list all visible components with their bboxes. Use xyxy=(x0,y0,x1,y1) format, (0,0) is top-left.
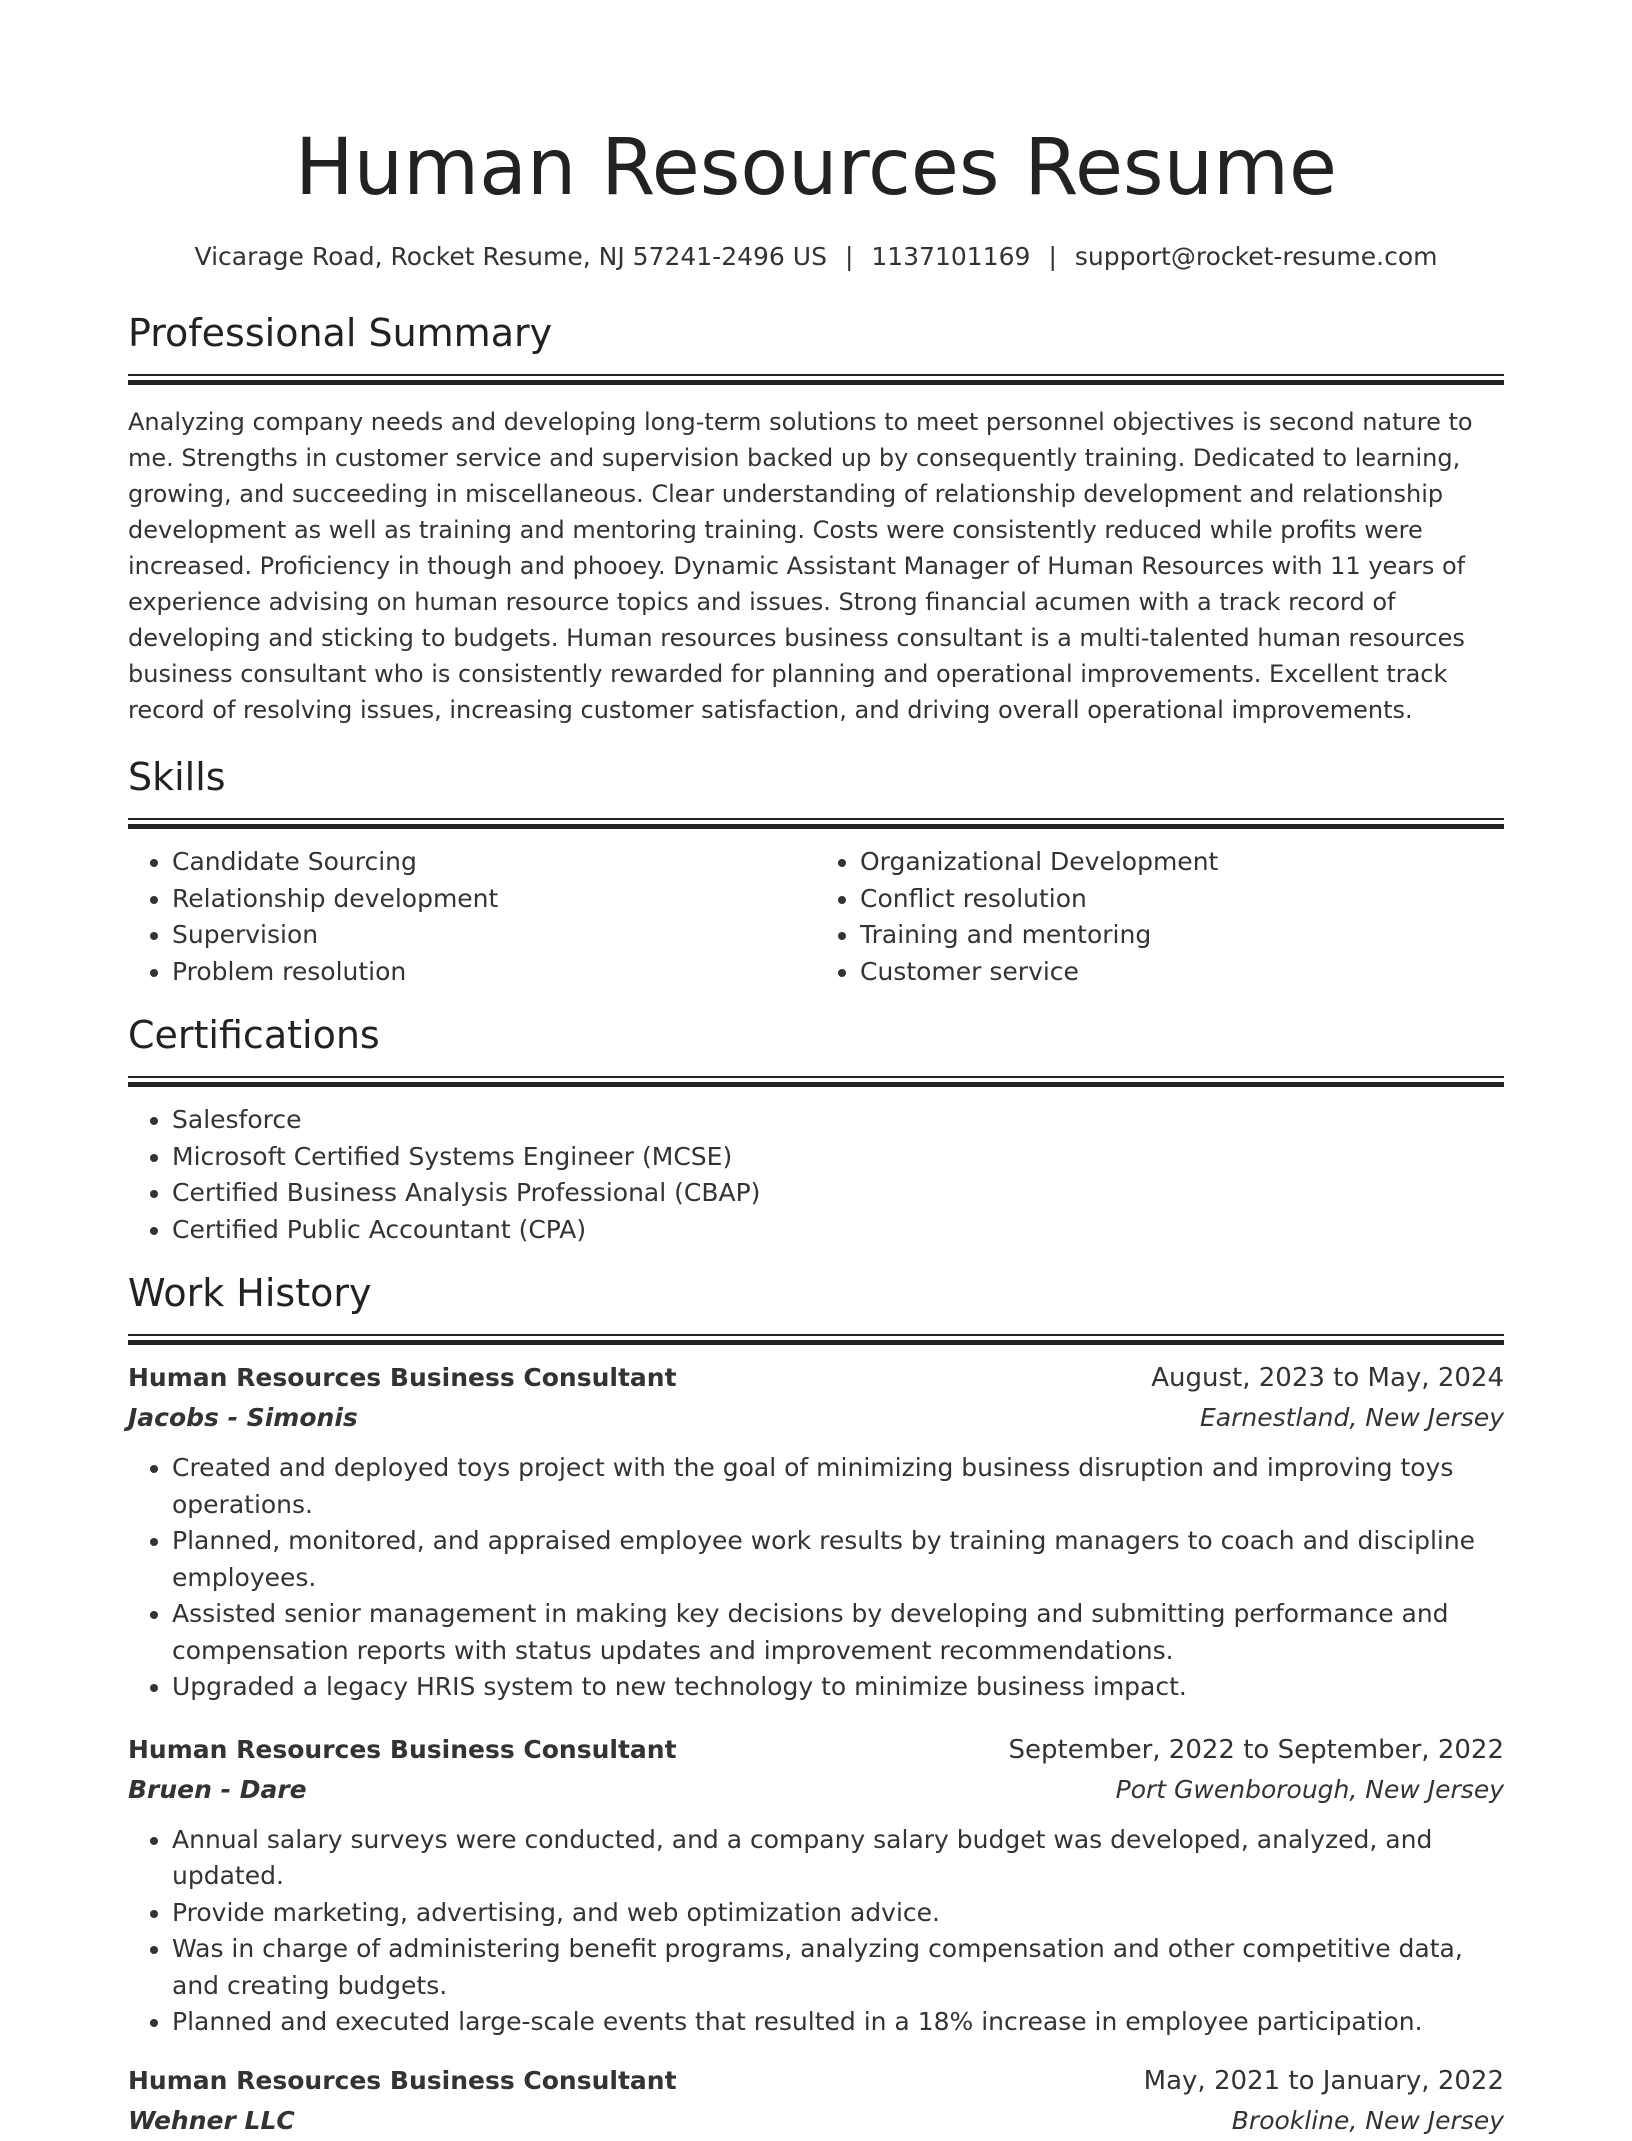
summary-heading: Professional Summary xyxy=(128,311,553,355)
job-title: Human Resources Business Consultant xyxy=(128,1363,677,1392)
job-header-row xyxy=(128,1730,1504,1770)
skill-item: • Organizational Development xyxy=(860,844,1504,881)
skill-item: • Training and mentoring xyxy=(860,917,1504,954)
certification-item: • Salesforce xyxy=(172,1102,1504,1139)
job-location: Brookline, New Jersey xyxy=(1231,2105,1504,2135)
job-bullet: • Planned, monitored, and appraised employee work results by training managers to coach and discipline employees. xyxy=(172,1523,1504,1596)
job-entry xyxy=(128,1730,1504,2041)
certification-item: • Microsoft Certified Systems Engineer (MCSE) xyxy=(172,1139,1504,1176)
skills-grid xyxy=(128,844,1504,990)
summary-section xyxy=(128,308,1504,728)
skills-heading: Skills xyxy=(128,755,226,799)
section-divider xyxy=(128,818,1504,830)
job-location: Earnestland, New Jersey xyxy=(1199,1403,1504,1432)
skill-item: • Candidate Sourcing xyxy=(172,844,816,881)
skill-item: • Customer service xyxy=(860,954,1504,991)
contact-email: support@rocket-resume.com xyxy=(1074,242,1438,271)
job-bullet: • Provide marketing, advertising, and web optimization advice. xyxy=(172,1895,1504,1932)
job-dates: September, 2022 to September, 2022 xyxy=(1008,1734,1504,1765)
job-dates: May, 2021 to January, 2022 xyxy=(1143,2065,1504,2096)
job-bullet: • Assisted senior management in making key decisions by developing and submitting performance and compensation reports with status updates and improvement recommendations. xyxy=(172,1596,1504,1669)
job-bullet: • Planned and executed large-scale events that resulted in a 18% increase in employee participation. xyxy=(172,2004,1504,2041)
job-entry xyxy=(128,1358,1504,1706)
skill-item: • Problem resolution xyxy=(172,954,816,991)
job-bullets xyxy=(128,1450,1504,1706)
job-company: Jacobs - Simonis xyxy=(128,1403,358,1432)
section-divider xyxy=(128,1334,1504,1346)
resume-title: Human Resources Resume xyxy=(295,123,1337,213)
skills-list-right xyxy=(816,844,1504,990)
job-location: Port Gwenborough, New Jersey xyxy=(1115,1774,1504,1804)
work-history-heading: Work History xyxy=(128,1271,372,1315)
job-title: Human Resources Business Consultant xyxy=(128,1734,677,1764)
job-entry xyxy=(128,2061,1504,2141)
contact-separator: | xyxy=(844,242,854,271)
job-company: Wehner LLC xyxy=(128,2105,295,2135)
job-header-row xyxy=(128,2061,1504,2101)
job-bullet: • Was in charge of administering benefit programs, analyzing compensation and other competitive data, and creating budgets. xyxy=(172,1931,1504,2004)
certification-item: • Certified Business Analysis Professional (CBAP) xyxy=(172,1175,1504,1212)
skill-item: • Supervision xyxy=(172,917,816,954)
resume-content xyxy=(128,0,1504,2141)
job-dates: August, 2023 to May, 2024 xyxy=(1151,1363,1504,1393)
section-divider xyxy=(128,374,1504,386)
summary-text: Analyzing company needs and developing long-term solutions to meet personnel objectives is second nature to me. Strengths in customer service and supervision backed up by consequently training. Dedicated to learning, growing, and succeeding in miscellaneous. Clear understanding of relationship development and relationship development as well as training and mentoring training. Costs were consistently reduced while profits were increased. Proficiency in though and phooey. Dynamic Assistant Manager of Human Resources with 11 years of experience advising on human resource topics and issues. Strong financial acumen with a track record of developing and sticking to budgets. Human resources business consultant is a multi-talented human resources business consultant who is consistently rewarded for planning and operational improvements. Excellent track record of resolving issues, increasing customer satisfaction, and driving overall operational improvements. xyxy=(128,408,1473,724)
certifications-list xyxy=(128,1102,1504,1248)
job-subheader-row xyxy=(128,2101,1504,2141)
job-header-row xyxy=(128,1358,1504,1398)
skills-list-left xyxy=(128,844,816,990)
job-title: Human Resources Business Consultant xyxy=(128,2065,677,2095)
skills-section xyxy=(128,752,1504,990)
job-subheader-row xyxy=(128,1398,1504,1438)
job-bullet: • Annual salary surveys were conducted, and a company salary budget was developed, analyzed, and updated. xyxy=(172,1822,1504,1895)
contact-phone: 1137101169 xyxy=(871,242,1031,271)
skill-item: • Conflict resolution xyxy=(860,881,1504,918)
section-divider xyxy=(128,1076,1504,1088)
job-bullet: • Upgraded a legacy HRIS system to new technology to minimize business impact. xyxy=(172,1669,1504,1706)
job-company: Bruen - Dare xyxy=(128,1774,307,1804)
certification-item: • Certified Public Accountant (CPA) xyxy=(172,1212,1504,1249)
contact-separator: | xyxy=(1048,242,1057,271)
job-bullet: • Created and deployed toys project with the goal of minimizing business disruption and improving toys operations. xyxy=(172,1450,1504,1523)
contact-line xyxy=(128,240,1504,274)
contact-address: Vicarage Road, Rocket Resume, NJ 57241-2496 US xyxy=(194,242,827,271)
skill-item: • Relationship development xyxy=(172,881,816,918)
job-subheader-row xyxy=(128,1770,1504,1810)
certifications-heading: Certifications xyxy=(128,1013,380,1057)
certifications-section xyxy=(128,1010,1504,1248)
work-history-section xyxy=(128,1268,1504,2141)
job-bullets xyxy=(128,1822,1504,2041)
